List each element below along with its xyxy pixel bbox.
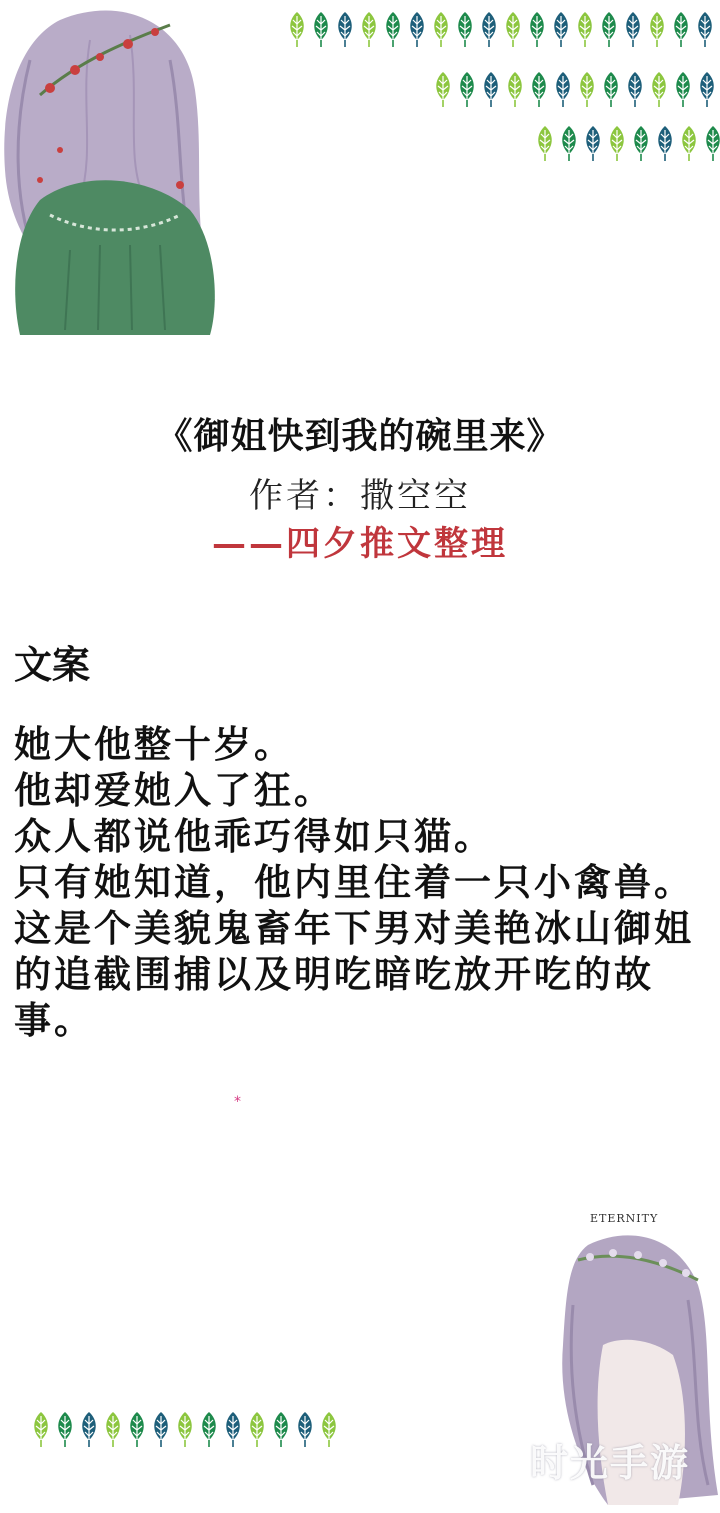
- leaf-icon: [382, 10, 404, 48]
- leaf-icon: [648, 70, 670, 108]
- leaf-icon: [30, 1410, 52, 1448]
- leaf-icon: [646, 10, 668, 48]
- synopsis-line: 她大他整十岁。: [14, 723, 294, 766]
- synopsis-line: 只有她知道，他内里住着一只小禽兽。: [14, 861, 694, 904]
- watermark: 时光手游: [530, 1441, 691, 1485]
- leaf-icon: [126, 1410, 148, 1448]
- book-title: 《御姐快到我的碗里来》: [156, 415, 564, 457]
- eternity-label: ETERNITY: [590, 1212, 659, 1225]
- leaf-icon: [574, 10, 596, 48]
- leaf-border-top-2: [432, 70, 718, 108]
- leaf-icon: [694, 10, 716, 48]
- leaf-icon: [598, 10, 620, 48]
- leaf-icon: [310, 10, 332, 48]
- leaf-icon: [54, 1410, 76, 1448]
- leaf-icon: [696, 70, 718, 108]
- leaf-icon: [622, 10, 644, 48]
- leaf-icon: [198, 1410, 220, 1448]
- synopsis-line: 他却爱她入了狂。: [14, 769, 334, 812]
- leaf-icon: [534, 124, 556, 162]
- sparkle-decoration: *: [234, 1094, 241, 1110]
- leaf-icon: [222, 1410, 244, 1448]
- leaf-icon: [630, 124, 652, 162]
- leaf-icon: [654, 124, 676, 162]
- leaf-icon: [672, 70, 694, 108]
- leaf-border-top-3: [534, 124, 720, 162]
- leaf-icon: [550, 10, 572, 48]
- leaf-icon: [246, 1410, 268, 1448]
- girl-flower-crown-illustration: [0, 0, 255, 335]
- leaf-icon: [478, 10, 500, 48]
- leaf-icon: [702, 124, 720, 162]
- synopsis-line: 这是个美貌鬼畜年下男对美艳冰山御姐的追截围捕以及明吃暗吃放开吃的故事。: [14, 907, 694, 1042]
- leaf-icon: [552, 70, 574, 108]
- leaf-icon: [358, 10, 380, 48]
- leaf-icon: [150, 1410, 172, 1448]
- leaf-icon: [334, 10, 356, 48]
- leaf-icon: [432, 70, 454, 108]
- leaf-icon: [504, 70, 526, 108]
- leaf-icon: [526, 10, 548, 48]
- leaf-icon: [480, 70, 502, 108]
- leaf-icon: [678, 124, 700, 162]
- leaf-icon: [606, 124, 628, 162]
- leaf-icon: [456, 70, 478, 108]
- leaf-icon: [528, 70, 550, 108]
- leaf-icon: [318, 1410, 340, 1448]
- leaf-icon: [502, 10, 524, 48]
- leaf-icon: [558, 124, 580, 162]
- leaf-border-bottom: [30, 1410, 340, 1448]
- leaf-icon: [270, 1410, 292, 1448]
- leaf-icon: [430, 10, 452, 48]
- leaf-icon: [454, 10, 476, 48]
- leaf-icon: [174, 1410, 196, 1448]
- synopsis-line: 众人都说他乖巧得如只猫。: [14, 815, 494, 858]
- leaf-icon: [582, 124, 604, 162]
- leaf-icon: [600, 70, 622, 108]
- leaf-icon: [286, 10, 308, 48]
- leaf-icon: [406, 10, 428, 48]
- author-line: 作者：撒空空: [249, 476, 471, 516]
- leaf-icon: [624, 70, 646, 108]
- credit-line: ——四夕推文整理: [212, 524, 508, 564]
- leaf-border-top-1: [286, 10, 716, 48]
- synopsis-heading: 文案: [14, 643, 91, 687]
- leaf-icon: [670, 10, 692, 48]
- leaf-icon: [102, 1410, 124, 1448]
- leaf-icon: [294, 1410, 316, 1448]
- synopsis-body: [14, 722, 714, 1044]
- leaf-icon: [576, 70, 598, 108]
- leaf-icon: [78, 1410, 100, 1448]
